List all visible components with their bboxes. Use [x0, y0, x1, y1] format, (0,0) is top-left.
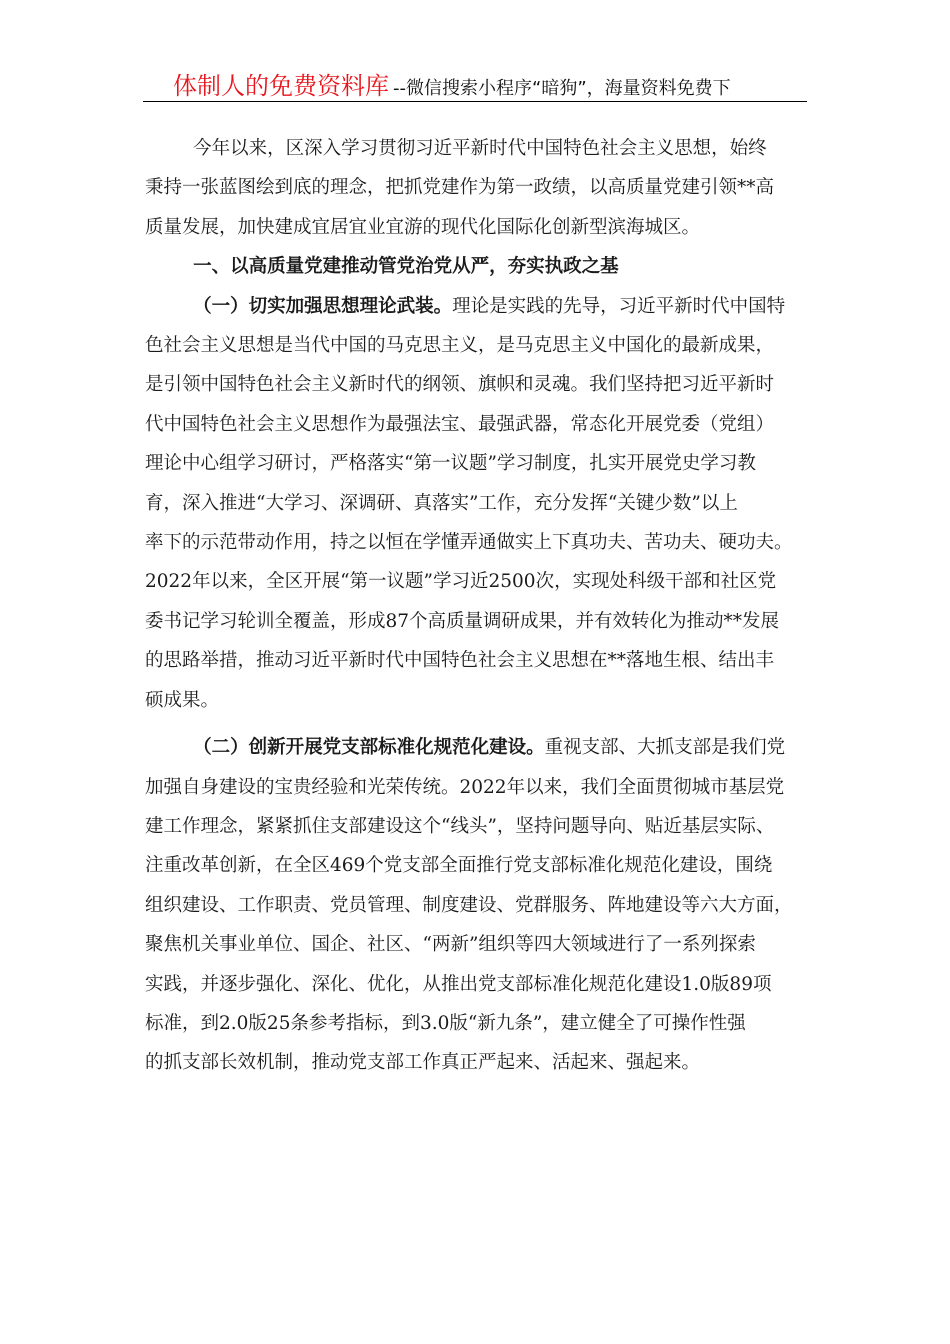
- document-body: [145, 129, 813, 1083]
- item-1-line: 代中国特色社会主义思想作为最强法宝、最强武器，常态化开展党委（党组）: [145, 413, 775, 435]
- intro-paragraph: [145, 129, 813, 247]
- item-1-line: 的思路举措，推动习近平新时代中国特色社会主义思想在**落地生根、结出丰: [145, 650, 775, 672]
- item-2-line: 注重改革创新，在全区469个党支部全面推行党支部标准化规范化建设，围绕: [145, 855, 773, 877]
- intro-line: 质量发展，加快建成宜居宜业宜游的现代化国际化创新型滨海城区。: [145, 216, 701, 238]
- item-2-line: 组织建设、工作职责、党员管理、制度建设、党群服务、阵地建设等六大方面，: [145, 894, 793, 916]
- header-site-name: 体制人的免费资料库: [173, 72, 389, 100]
- item-1-line: 色社会主义思想是当代中国的马克思主义，是马克思主义中国化的最新成果，: [145, 335, 775, 357]
- item-2-line: 标准，到2.0版25条参考指标，到3.0版“新九条”，建立健全了可操作性强: [145, 1012, 746, 1034]
- item-2-paragraph: [145, 728, 813, 1083]
- item-1-first-line: 理论是实践的先导，习近平新时代中国特: [452, 295, 786, 317]
- header-tagline: --微信搜索小程序“暗狗”，海量资料免费下: [393, 78, 731, 99]
- item-1-line: 硕成果。: [145, 689, 220, 711]
- item-2-line: 加强自身建设的宝贵经验和光荣传统。2022年以来，我们全面贯彻城市基层党: [145, 776, 785, 798]
- item-2-line: 聚焦机关事业单位、国企、社区、“两新”组织等四大领域进行了一系列探索: [145, 934, 756, 956]
- item-1-line: 是引领中国特色社会主义新时代的纲领、旗帜和灵魂。我们坚持把习近平新时: [145, 374, 775, 396]
- item-1-paragraph: [145, 287, 813, 720]
- item-1-line: 理论中心组学习研讨，严格落实“第一议题”学习制度，扎实开展党史学习教: [145, 453, 756, 475]
- item-2-lead: （二）创新开展党支部标准化规范化建设。: [193, 737, 545, 759]
- item-1-line: 率下的示范带动作用，持之以恒在学懂弄通做实上下真功夫、苦功夫、硬功夫。: [145, 532, 793, 554]
- header-divider: [143, 101, 807, 102]
- item-1-line: 2022年以来，全区开展“第一议题”学习近2500次，实现处科级干部和社区党: [145, 571, 777, 593]
- item-1-lead: （一）切实加强思想理论武装。: [193, 295, 453, 317]
- item-2-line: 建工作理念，紧紧抓住支部建设这个“线头”，坚持问题导向、贴近基层实际、: [145, 815, 775, 837]
- item-2-line: 的抓支部长效机制，推动党支部工作真正严起来、活起来、强起来。: [145, 1052, 701, 1074]
- item-1-line: 委书记学习轮训全覆盖，形成87个高质量调研成果，并有效转化为推动**发展: [145, 610, 780, 632]
- section-title: 一、以高质量党建推动管党治党从严，夯实执政之基: [193, 256, 619, 278]
- section-1-heading: [145, 247, 813, 286]
- intro-line: 今年以来，区深入学习贯彻习近平新时代中国特色社会主义思想，始终: [193, 138, 767, 159]
- item-1-line: 育，深入推进“大学习、深调研、真落实”工作，充分发挥“关键少数”以上: [145, 492, 738, 514]
- intro-line: 秉持一张蓝图绘到底的理念，把抓党建作为第一政绩，以高质量党建引领**高: [145, 177, 775, 199]
- page-header: [143, 70, 807, 102]
- item-2-first-line: 重视支部、大抓支部是我们党: [544, 737, 786, 759]
- item-2-line: 实践，并逐步强化、深化、优化，从推出党支部标准化规范化建设1.0版89项: [145, 973, 772, 995]
